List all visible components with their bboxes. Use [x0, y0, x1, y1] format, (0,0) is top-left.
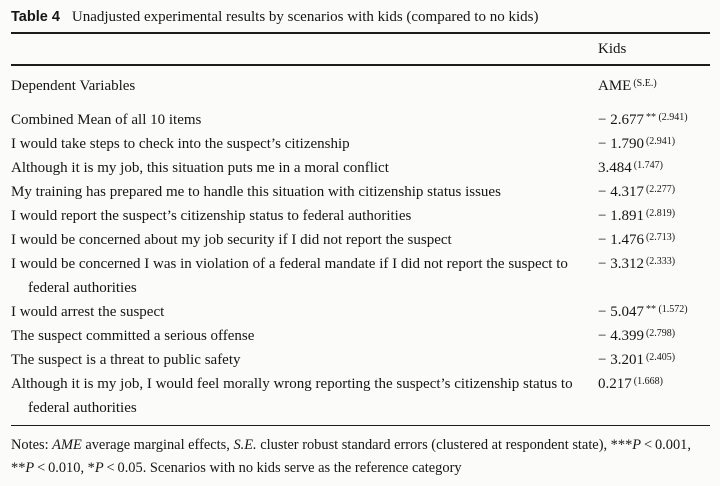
table-caption — [11, 7, 710, 28]
row-label: I would be concerned about my job security if I did not report the suspect — [11, 232, 452, 248]
row-label: I would report the suspect’s citizenship status to federal authorities — [11, 208, 412, 224]
notes-segment: < 0.010, * — [34, 459, 95, 476]
table-row — [11, 156, 710, 180]
table-body — [11, 108, 710, 420]
table-row — [11, 228, 710, 252]
notes-segment: < 0.001, ** — [11, 437, 691, 476]
ame-label: AME — [598, 78, 632, 94]
table-title: Unadjusted experimental results by scenarios with kids (compared to no kids) — [71, 9, 539, 25]
dependent-variables-header: Dependent Variables — [11, 78, 136, 94]
group-header-kids: Kids — [598, 41, 627, 57]
se-value: (2.941) — [645, 135, 676, 147]
table-row — [11, 300, 710, 324]
ame-value: 0.217 — [598, 376, 632, 392]
row-value — [598, 204, 710, 228]
ame-value: − 5.047 — [598, 304, 644, 320]
row-label: I would be concerned I was in violation of a federal mandate if I did not report the suspect to federal authorities — [11, 256, 568, 296]
table-row — [11, 108, 710, 132]
notes-segment: cluster robust standard errors (clustered at respondent state), *** — [256, 437, 633, 453]
row-value — [598, 348, 710, 372]
row-value — [598, 372, 710, 396]
row-label: I would arrest the suspect — [11, 304, 165, 320]
se-value: (2.405) — [645, 351, 676, 363]
notes-segment: P — [632, 437, 642, 453]
se-value: (1.747) — [633, 159, 663, 171]
notes-segment: AME — [52, 437, 82, 453]
group-header-row — [11, 34, 710, 64]
notes-segment: < 0.05. Scenarios with no kids serve as the reference category — [103, 459, 462, 476]
notes-segment: average marginal effects, — [81, 437, 234, 453]
row-label: My training has prepared me to handle this situation with citizenship status issues — [11, 184, 501, 200]
notes-segment: Notes: — [11, 437, 53, 453]
table-row — [11, 372, 710, 420]
ame-value: − 2.677 — [598, 112, 644, 128]
notes-segment: P — [25, 459, 35, 476]
table-row — [11, 348, 710, 372]
se-value: (2.713) — [645, 231, 676, 243]
row-value — [598, 300, 710, 324]
table-row — [11, 252, 710, 300]
row-value — [598, 132, 710, 156]
row-value — [598, 156, 710, 180]
row-value — [598, 324, 710, 348]
row-label: The suspect is a threat to public safety — [11, 352, 241, 368]
row-label: The suspect committed a serious offense — [11, 328, 255, 344]
table-row — [11, 324, 710, 348]
se-value: ** (2.941) — [645, 111, 688, 123]
row-value — [598, 108, 710, 132]
se-value: (2.798) — [645, 327, 676, 339]
row-value — [598, 252, 710, 276]
ame-value: − 4.317 — [598, 184, 644, 200]
row-label: I would take steps to check into the suspect’s citizenship — [11, 136, 350, 152]
table-row — [11, 204, 710, 228]
se-value: (2.333) — [645, 255, 676, 267]
ame-value: − 3.201 — [598, 352, 644, 368]
ame-value: − 3.312 — [598, 256, 644, 272]
se-label: (S.E.) — [633, 77, 657, 89]
ame-value: − 1.790 — [598, 136, 644, 152]
ame-value: − 4.399 — [598, 328, 644, 344]
table-notes — [11, 434, 710, 479]
se-value: (2.277) — [645, 183, 676, 195]
ame-value: − 1.476 — [598, 232, 644, 248]
row-value — [598, 180, 710, 204]
table-number: Table 4 — [11, 9, 60, 25]
row-label: Although it is my job, this situation puts me in a moral conflict — [11, 160, 389, 176]
se-value: (1.668) — [633, 375, 663, 387]
bottom-rule — [11, 425, 710, 426]
ame-value: − 1.891 — [598, 208, 644, 224]
column-header-row — [11, 66, 710, 101]
row-value — [598, 228, 710, 252]
row-label: Although it is my job, I would feel morally wrong reporting the suspect’s citizenship status to federal authorities — [11, 376, 573, 416]
ame-se-header — [588, 74, 710, 98]
notes-segment: P — [94, 459, 104, 476]
table-row — [11, 132, 710, 156]
ame-value: 3.484 — [598, 160, 632, 176]
se-value: ** (1.572) — [645, 303, 688, 315]
notes-segment: S.E. — [233, 437, 257, 453]
table-row — [11, 180, 710, 204]
row-label: Combined Mean of all 10 items — [11, 112, 202, 128]
se-value: (2.819) — [645, 207, 676, 219]
